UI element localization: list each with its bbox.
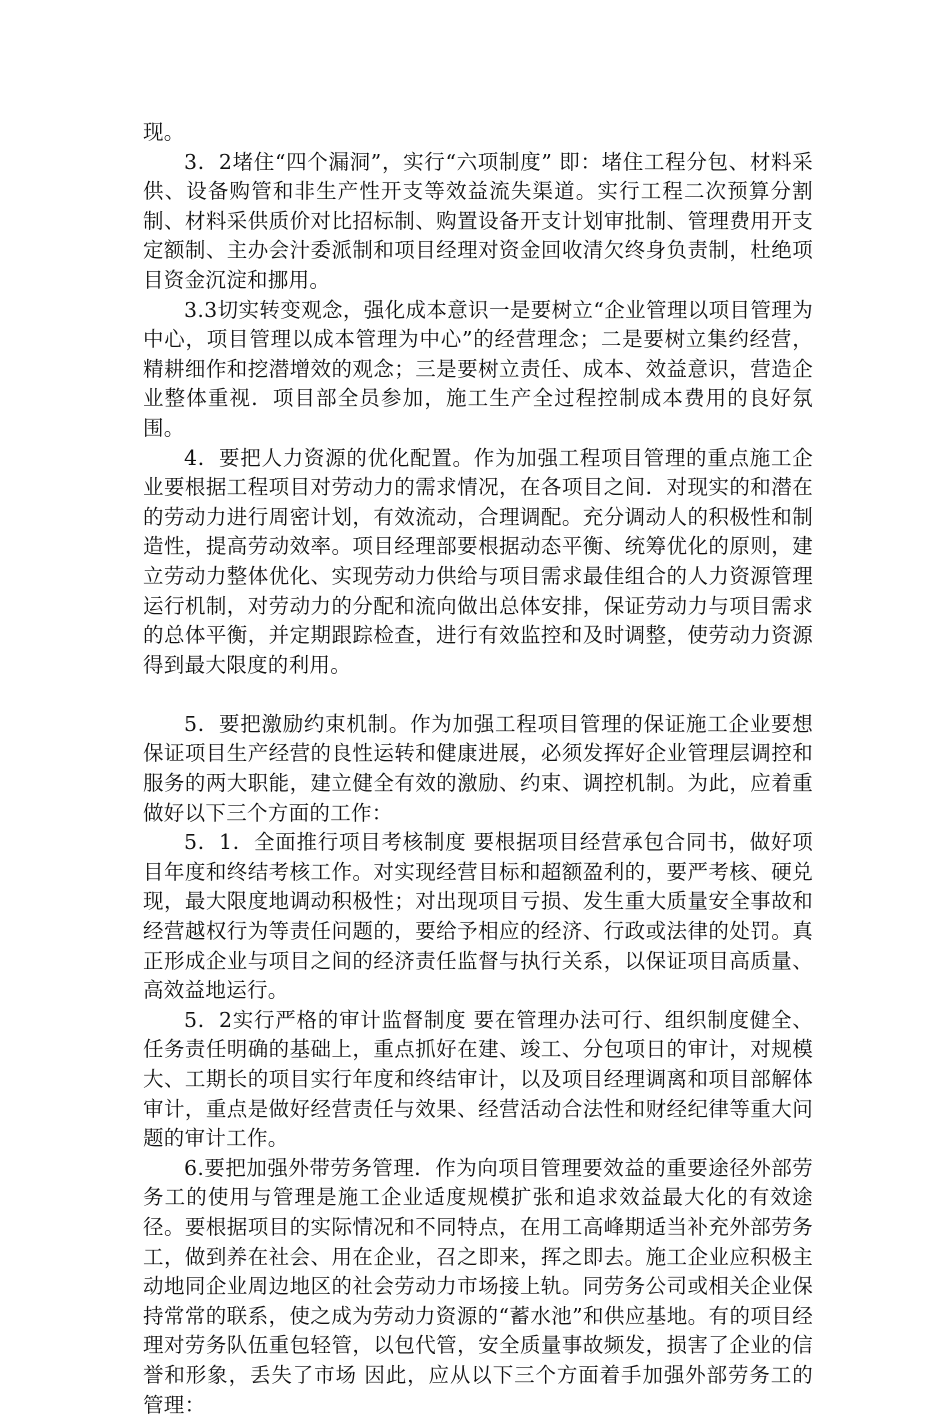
paragraph-6: 6.要把加强外带劳务管理．作为向项目管理要效益的重要途径外部劳务工的使用与管理是施工企业适度规模扩张和追求效益最大化的有效途径。要根据项目的实际情况和不同特点，在用工高峰期适当补充外部劳务工，做到养在社会、用在企业，召之即来，挥之即去。施工企业应积极主动地同企业周边地区的社会劳动力市场接上轨。同劳务公司或相关企业保持常常的联系，使之成为劳动力资源的“蓄水池”和供应基地。有的项目经理对劳务队伍重包轻管，以包代管，安全质量事故频发，损害了企业的信誉和形象，丢失了市场 因此，应从以下三个方面着手加强外部劳务工的管理： (143, 1155, 813, 1417)
paragraph-5-1: 5．1．全面推行项目考核制度 要根据项目经营承包合同书，做好项目年度和终结考核工作。对实现经营目标和超额盈利的，要严考核、硬兑现，最大限度地调动积极性；对出现项目亏损、发生重大质量安全事故和经营越权行为等责任问题的，要给予相应的经济、行政或法律的处罚。真正形成企业与项目之间的经济责任监督与执行关系，以保证项目高质量、高效益地运行。 (143, 830, 813, 1003)
paragraph-3-3: 3.3切实转变观念，强化成本意识一是要树立“企业管理以项目管理为中心，项目管理以成本管理为中心”的经营理念；二是要树立集约经营，精耕细作和挖潜增效的观念；三是要树立责任、成本、效益意识，营造企业整体重视．项目部全员参加，施工生产全过程控制成本费用的良好氛围。 (143, 297, 813, 440)
paragraph-5-2: 5．2实行严格的审计监督制度 要在管理办法可行、组织制度健全、任务责任明确的基础上，重点抓好在建、竣工、分包项日的审计，对规模大、工期长的项目实行年度和终结审计，以及项目经理调离和项目部解体审计，重点是做好经营责任与效果、经营活动合法性和财经纪律等重大问题的审计工作。 (143, 1007, 813, 1151)
paragraph-4: 4．要把人力资源的优化配置。作为加强工程项目管理的重点施工企业要根据工程项目对劳动力的需求情况，在各项目之间．对现实的和潜在的劳动力进行周密计划，有效流动，合理调配。充分调动人的积极性和制造性，提高劳动效率。项目经理部要根据动态平衡、统筹优化的原则，建立劳动力整体优化、实现劳动力供给与项目需求最佳组合的人力资源管理运行机制，对劳动力的分配和流向做出总体安排，保证劳动力与项目需求的总体平衡，并定期跟踪检查，进行有效监控和及时调整，使劳动力资源得到最大限度的利用。 (143, 445, 813, 677)
body-text (143, 118, 813, 1420)
paragraph-continuation: 现。 (143, 120, 185, 144)
paragraph-5: 5．要把激励约束机制。作为加强工程项目管理的保证施工企业要想保证项目生产经营的良性运转和健康进展，必须发挥好企业管理层调控和服务的两大职能，建立健全有效的激励、约束、调控机制。为此，应着重做好以下三个方面的工作： (143, 711, 813, 825)
paragraph-3-2: 3．2堵住“四个漏洞”，实行“六项制度” 即：堵住工程分包、材料采供、设备购管和非生产性开支等效益流失渠道。实行工程二次预算分割制、材料采供质价对比招标制、购置设备开支计划审批制、管理费用开支定额制、主办会汁委派制和项目经理对资金回收清欠终身负责制，杜绝项目资金沉淀和挪用。 (143, 149, 813, 292)
